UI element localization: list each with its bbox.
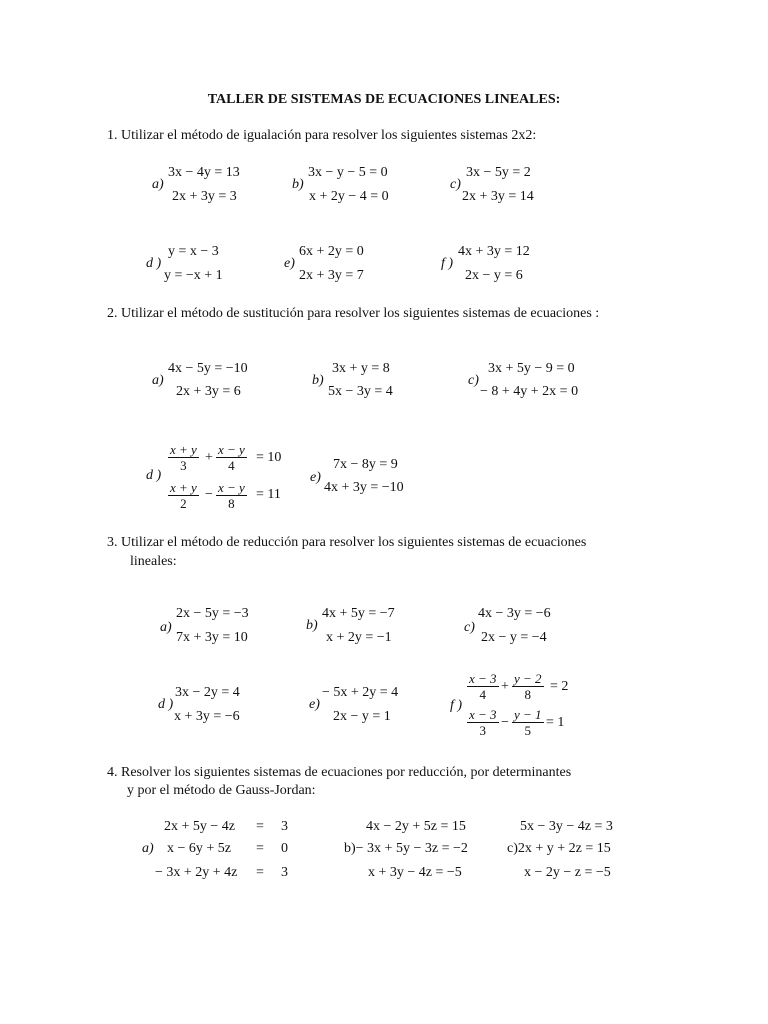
fraction-numerator: y − 1	[514, 707, 542, 722]
exercise-1e-eq1: 6x + 2y = 0	[299, 244, 364, 259]
exercise-1b-label: b)	[292, 177, 304, 192]
exercise-3a-label: a)	[160, 620, 172, 635]
exercise-3b-eq2: x + 2y = −1	[326, 630, 392, 645]
fraction	[512, 671, 544, 702]
exercise-3d-label: d )	[158, 697, 174, 712]
fraction-numerator: x − y	[218, 480, 245, 495]
fraction-denominator: 8	[228, 496, 235, 511]
operator: −	[205, 487, 213, 502]
exercise-3a-eq1: 2x − 5y = −3	[176, 606, 249, 621]
fraction-denominator: 2	[180, 496, 187, 511]
exercise-1c-eq2: 2x + 3y = 14	[462, 189, 534, 204]
fraction	[467, 707, 499, 738]
exercise-2e-eq1: 7x − 8y = 9	[333, 457, 398, 472]
exercise-2b-eq1: 3x + y = 8	[332, 361, 390, 376]
exercise-1b-eq1: 3x − y − 5 = 0	[308, 165, 388, 180]
exercise-2a-label: a)	[152, 373, 164, 388]
equation-result: = 2	[550, 679, 569, 694]
equation-result: = 10	[256, 450, 282, 465]
exercise-4c-row2: c)2x + y + 2z = 15	[507, 841, 611, 856]
exercise-4a-row3: − 3x + 2y + 4z	[155, 865, 238, 880]
exercise-4a-val-1: 3	[281, 819, 288, 834]
exercise-1d-eq2: y = −x + 1	[164, 268, 223, 283]
operator: −	[501, 715, 509, 730]
exercise-2e-eq2: 4x + 3y = −10	[324, 480, 404, 495]
equation-result: = 1	[546, 715, 565, 730]
exercise-3b-label: b)	[306, 618, 318, 633]
fraction-numerator: x − 3	[469, 671, 497, 686]
exercise-4a-val-2: 0	[281, 841, 288, 856]
exercise-2e-label: e)	[310, 470, 321, 485]
exercise-1c-label: c)	[450, 177, 461, 192]
exercise-3d-eq2: x + 3y = −6	[174, 709, 240, 724]
exercise-4a-row1: 2x + 5y − 4z	[164, 819, 236, 834]
exercise-4a-val-3: 3	[281, 865, 288, 880]
fraction-denominator: 4	[228, 458, 235, 473]
exercise-4c-row3: x − 2y − z = −5	[524, 865, 611, 880]
exercise-2c-eq2: − 8 + 4y + 2x = 0	[480, 384, 579, 399]
exercise-4b-row2: b)− 3x + 5y − 3z = −2	[344, 841, 468, 856]
operator: +	[501, 679, 509, 694]
exercise-4-instruction: 4. Resolver los siguientes sistemas de ecuaciones por reducción, por determinantes	[107, 765, 572, 780]
exercise-1f-eq1: 4x + 3y = 12	[458, 244, 530, 259]
fraction	[168, 442, 199, 473]
exercise-2b-eq2: 5x − 3y = 4	[328, 384, 393, 399]
exercise-3c-eq1: 4x − 3y = −6	[478, 606, 551, 621]
fraction-denominator: 8	[524, 687, 532, 702]
exercise-4a-label: a)	[142, 841, 154, 856]
exercise-4b-row3: x + 3y − 4z = −5	[368, 865, 462, 880]
fraction-numerator: x − y	[218, 442, 245, 457]
page-title: TALLER DE SISTEMAS DE ECUACIONES LINEALES:	[207, 92, 561, 107]
exercise-2-instruction: 2. Utilizar el método de sustitución para resolver los siguientes sistemas de ecuaciones :	[107, 306, 600, 321]
exercise-4a-eq-sign-2: =	[256, 841, 264, 856]
exercise-3a-eq2: 7x + 3y = 10	[176, 630, 248, 645]
exercise-1f-eq2: 2x − y = 6	[465, 268, 523, 283]
fraction	[216, 480, 247, 511]
equation-result: = 11	[256, 487, 281, 502]
exercise-3e-eq2: 2x − y = 1	[333, 709, 391, 724]
fraction-denominator: 4	[479, 687, 487, 702]
exercise-1a-label: a)	[152, 177, 164, 192]
exercise-1d-eq1: y = x − 3	[168, 244, 219, 259]
exercise-3f-label: f )	[450, 698, 463, 713]
exercise-2a-eq2: 2x + 3y = 6	[176, 384, 241, 399]
fraction	[168, 480, 199, 511]
exercise-3b-eq1: 4x + 5y = −7	[322, 606, 395, 621]
exercise-3e-eq1: − 5x + 2y = 4	[322, 685, 399, 700]
exercise-1b-eq2: x + 2y − 4 = 0	[309, 189, 389, 204]
exercise-3d-eq1: 3x − 2y = 4	[175, 685, 240, 700]
fraction-denominator: 3	[479, 723, 487, 738]
fraction	[467, 671, 499, 702]
exercise-1c-eq1: 3x − 5y = 2	[466, 165, 531, 180]
exercise-2a-eq1: 4x − 5y = −10	[168, 361, 248, 376]
exercise-2d-label: d )	[146, 468, 162, 483]
fraction	[216, 442, 247, 473]
exercise-1f-label: f )	[441, 256, 454, 271]
exercise-1e-eq2: 2x + 3y = 7	[299, 268, 364, 283]
exercise-2c-label: c)	[468, 373, 479, 388]
exercise-4-instruction-cont: y por el método de Gauss-Jordan:	[127, 783, 316, 798]
exercise-2c-eq1: 3x + 5y − 9 = 0	[488, 361, 575, 376]
exercise-3c-label: c)	[464, 620, 475, 635]
fraction-numerator: x + y	[170, 442, 197, 457]
exercise-1a-eq1: 3x − 4y = 13	[168, 165, 240, 180]
exercise-4b-row1: 4x − 2y + 5z = 15	[366, 819, 466, 834]
exercise-3c-eq2: 2x − y = −4	[481, 630, 547, 645]
fraction-numerator: y − 2	[514, 671, 542, 686]
fraction-denominator: 5	[524, 723, 532, 738]
exercise-1a-eq2: 2x + 3y = 3	[172, 189, 237, 204]
exercise-4a-row2: x − 6y + 5z	[167, 841, 232, 856]
exercise-1e-label: e)	[284, 256, 295, 271]
exercise-1d-label: d )	[146, 256, 162, 271]
exercise-2b-label: b)	[312, 373, 324, 388]
exercise-4c-row1: 5x − 3y − 4z = 3	[520, 819, 613, 834]
fraction-denominator: 3	[180, 458, 187, 473]
exercise-3-instruction-cont: lineales:	[130, 554, 177, 569]
exercise-1-instruction: 1. Utilizar el método de igualación para resolver los siguientes sistemas 2x2:	[107, 128, 537, 143]
exercise-3-instruction: 3. Utilizar el método de reducción para resolver los siguientes sistemas de ecuaciones	[107, 535, 587, 550]
fraction-numerator: x + y	[170, 480, 197, 495]
exercise-3e-label: e)	[309, 697, 320, 712]
fraction	[512, 707, 544, 738]
exercise-4a-eq-sign-1: =	[256, 819, 264, 834]
operator: +	[205, 450, 213, 465]
fraction-numerator: x − 3	[469, 707, 497, 722]
exercise-4a-eq-sign-3: =	[256, 865, 264, 880]
